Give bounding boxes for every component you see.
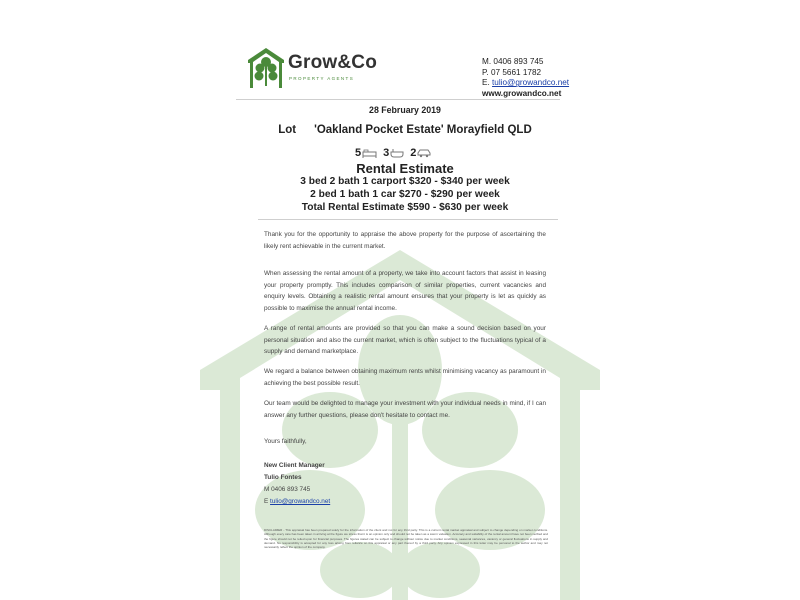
feature-bathrooms — [383, 147, 404, 159]
feature-carspaces — [410, 147, 431, 159]
signer-mobile: M 0406 893 745 — [264, 486, 311, 493]
phone-number: 07 5661 1782 — [490, 67, 542, 77]
body-paragraph: We regard a balance between obtaining maximum rents whilst minimising vacancy as paramount in achieving the best possible result. — [264, 368, 546, 387]
bathroom-count: 3 — [383, 147, 390, 159]
estimate-line: 2 bed 1 bath 1 car $270 - $290 per week — [310, 189, 500, 200]
website-link[interactable]: www.growandco.net — [482, 88, 562, 98]
email-link[interactable]: tulio@growandco.net — [492, 78, 570, 88]
header-divider — [236, 99, 560, 100]
company-logo — [248, 48, 378, 92]
body-paragraph: Our team would be delighted to manage your investment with your individual needs in mind, if I can answer any further questions, please don't hesitate to contact me. — [264, 400, 546, 419]
contact-block — [482, 57, 569, 99]
body-paragraph: Thank you for the opportunity to appraise the above property for the purpose of ascertaining the likely rent achievable in the current market. — [264, 231, 546, 250]
body-paragraph: When assessing the rental amount of a property, we take into account factors that assist in leasing your property promptly. This includes comparison of similar properties, current vacancies and enquiry levels. Obtaining a realistic rental amount ensures that your property is let as quickly as possible to maximise the annual rental income. — [264, 270, 546, 312]
brand-name: Grow&Co — [288, 52, 378, 73]
phone-label: P. — [482, 67, 489, 77]
lot-label: Lot — [278, 124, 297, 136]
bed-icon — [362, 148, 377, 158]
contact-phone — [482, 68, 569, 79]
signer-title: New Client Manager — [264, 462, 325, 469]
estimate-total: Total Rental Estimate $590 - $630 per week — [301, 202, 509, 213]
estimate-line: 3 bed 2 bath 1 carport $320 - $340 per week — [300, 176, 510, 187]
email-label: E. — [482, 78, 490, 88]
contact-mobile — [482, 57, 569, 68]
contact-email — [482, 78, 569, 89]
signer-email-label: E — [264, 498, 269, 505]
property-heading — [250, 124, 560, 136]
signer-email-link[interactable]: tulio@growandco.net — [270, 498, 331, 505]
mobile-label: M. — [482, 57, 492, 66]
disclaimer-text: DISCLAIMER - This appraisal has been prepared solely for the information of the client and not for any third party. This is a current rental market appraisal and subject to change depending on market conditions. Although every care has been taken in arriving at the figure we stress that it is an opinion only and should not be taken as a sworn valuation. Accuracy and suitability of the rental amount have not been verified and the figure should not be relied upon for financial purposes. The figures stated can be subject to change without notice due to market conditions, seasonal variances, vacancy or general fluctuations in supply and demand. No responsibility is accepted for any loss arising from reliance on this appraisal or any part thereof by a third party. Any opinion expressed in this letter may be personal to the author and may not necessarily reflect the opinion of the company. — [264, 528, 548, 550]
estimate-title: Rental Estimate — [356, 161, 454, 176]
bedroom-count: 5 — [355, 147, 362, 159]
bath-icon — [390, 148, 404, 158]
car-icon — [417, 148, 431, 158]
mobile-number: 0406 893 745 — [493, 57, 544, 66]
signoff: Yours faithfully, — [264, 438, 307, 445]
property-features — [355, 146, 431, 160]
document-date: 28 February 2019 — [369, 105, 441, 115]
house-tree-logo-icon — [248, 48, 284, 88]
signer-name: Tulio Fontes — [264, 474, 302, 481]
brand-tagline: PROPERTY AGENTS — [289, 76, 355, 81]
estimate-divider — [258, 219, 558, 220]
car-count: 2 — [410, 147, 417, 159]
property-name: 'Oakland Pocket Estate' Morayfield QLD — [314, 124, 532, 136]
feature-bedrooms — [355, 147, 377, 159]
body-paragraph: A range of rental amounts are provided so that you can make a sound decision based on your personal situation and also the current market, which is often subject to the fluctuations typical of a supply and demand marketplace. — [264, 325, 546, 356]
signer-email — [264, 498, 330, 505]
